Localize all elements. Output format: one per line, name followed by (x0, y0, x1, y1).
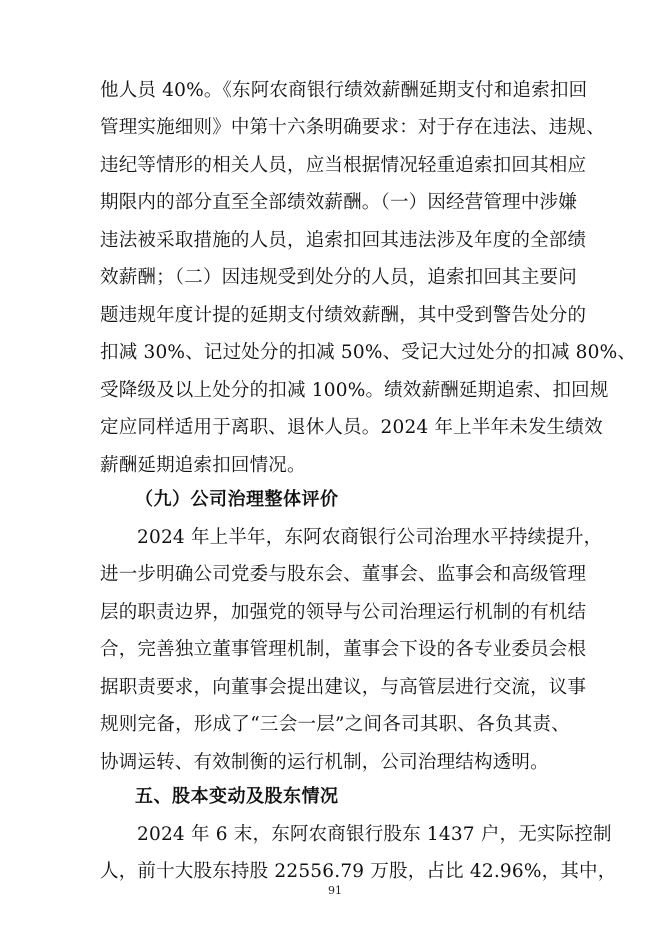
body-line: 扣减 30%、记过处分的扣减 50%、受记大过处分的扣减 80%、 (100, 342, 637, 363)
section-heading: 五、股本变动及股东情况 (135, 786, 339, 807)
body-line: 受降级及以上处分的扣减 100%。绩效薪酬延期追索、扣回规 (100, 380, 609, 401)
body-line: 管理实施细则》中第十六条明确要求：对于存在违法、违规、 (100, 117, 605, 138)
body-line: 效薪酬；（二）因违规受到处分的人员，追索扣回其主要问 (100, 267, 577, 288)
body-line: 期限内的部分直至全部绩效薪酬。（一）因经营管理中涉嫌 (100, 192, 577, 213)
body-line: 人，前十大股东持股 22556.79 万股，占比 42.96%，其中， (100, 861, 617, 882)
body-line: 题违规年度计提的延期支付绩效薪酬，其中受到警告处分的 (100, 305, 587, 326)
section-heading: （九）公司治理整体评价 (135, 489, 339, 510)
body-line: 合，完善独立董事管理机制，董事会下设的各专业委员会根 (100, 639, 587, 660)
body-line: 2024 年 6 末，东阿农商银行股东 1437 户，无实际控制 (137, 824, 612, 845)
body-line: 规则完备，形成了“三会一层”之间各司其职、各负其责、 (100, 714, 570, 735)
body-line: 他人员 40%。《东阿农商银行绩效薪酬延期支付和追索扣回 (100, 80, 588, 101)
body-line: 进一步明确公司党委与股东会、董事会、监事会和高级管理 (100, 564, 587, 585)
body-line: 薪酬延期追索扣回情况。 (100, 455, 306, 476)
page-number: 91 (328, 884, 342, 897)
body-line: 协调运转、有效制衡的运行机制，公司治理结构透明。 (100, 752, 549, 773)
body-line: 据职责要求，向董事会提出建议，与高管层进行交流，议事 (100, 677, 587, 698)
body-line: 2024 年上半年，东阿农商银行公司治理水平持续提升， (137, 527, 603, 548)
body-line: 定应同样适用于离职、退休人员。2024 年上半年未发生绩效 (100, 417, 603, 438)
body-line: 违法被采取措施的人员，追索扣回其违法涉及年度的全部绩 (100, 230, 587, 251)
body-line: 违纪等情形的相关人员，应当根据情况轻重追索扣回其相应 (100, 155, 587, 176)
body-line: 层的职责边界，加强党的领导与公司治理运行机制的有机结 (100, 602, 587, 623)
